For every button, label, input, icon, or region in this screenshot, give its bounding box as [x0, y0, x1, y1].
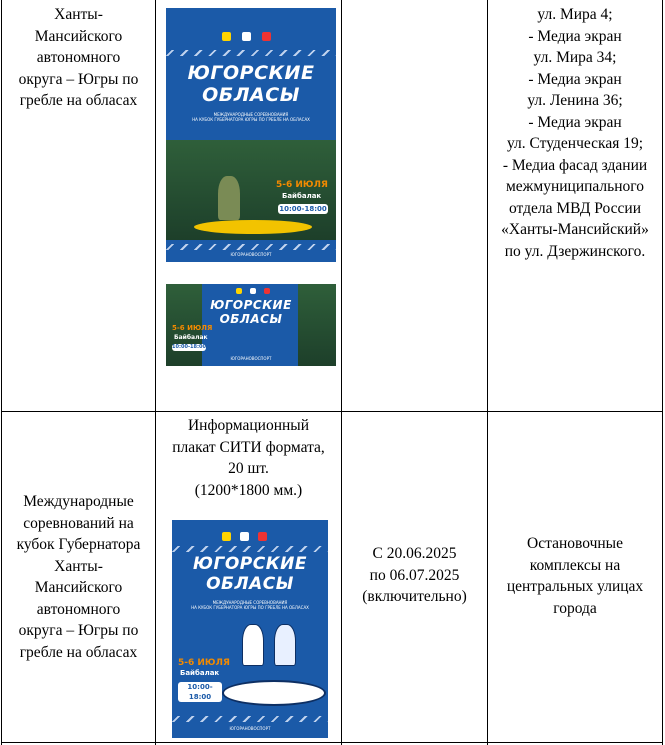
text-line: (включительно) [362, 588, 467, 605]
paddler-figure [218, 176, 240, 220]
text-line: Мансийского [34, 27, 123, 45]
text-line: Ханты- [54, 6, 103, 23]
row1-locations-cell [488, 4, 662, 262]
text-line: Ханты- [54, 557, 103, 575]
emblem-icon [222, 532, 231, 541]
emblem-icon [222, 32, 231, 41]
text-line: плакат СИТИ формата, [172, 438, 325, 456]
text-line: автономного [36, 600, 121, 618]
poster-place: Байбалак [180, 669, 220, 677]
emblem-icon [262, 32, 271, 41]
table-column-divider [155, 0, 156, 745]
poster-title: ОБЛАСЫ [219, 312, 283, 326]
text-line: Остановочные [527, 535, 623, 552]
emblem-icon [264, 288, 270, 294]
poster-time: 10:00-18:00 [172, 344, 206, 350]
text-line: кубок Губернатора [16, 536, 141, 553]
text-line: гребле на обласах [19, 92, 138, 109]
row1-event-cell [2, 4, 155, 112]
boat-shape [194, 220, 312, 234]
emblem-icon [242, 32, 251, 41]
text-line: округа – Югры по [18, 622, 139, 639]
poster-title: ЮГОРСКИЕ [193, 554, 307, 574]
text-line: округа – Югры по [18, 70, 139, 88]
poster-image-horizontal [166, 284, 336, 366]
table-border-bottom [1, 742, 663, 743]
text-line: Международные [23, 493, 134, 510]
emblem-icon [236, 288, 242, 294]
text-line: отдела МВД России [508, 199, 642, 217]
text-line: - Медиа экран [528, 70, 622, 88]
text-line: ул. Студенческая 19; [506, 135, 644, 152]
emblem-icon [250, 288, 256, 294]
poster-subtitle: МЕЖДУНАРОДНЫЕ СОРЕВНОВАНИЯ [212, 600, 288, 605]
text-line: ул. Ленина 36; [527, 92, 623, 109]
text-line: комплексы на [529, 556, 621, 574]
text-line: по ул. Дзержинского. [504, 242, 646, 260]
row2-format-cell [156, 415, 341, 501]
poster-subtitle: НА КУБОК ГУБЕРНАТОРА ЮГРЫ ПО ГРЕБЛЕ НА ОБЛАСАХ [192, 117, 310, 122]
text-line: «Ханты-Мансийский» [501, 221, 649, 238]
poster-place: Байбалак [282, 192, 322, 200]
text-line: автономного [36, 49, 121, 66]
poster-site: ЮГОРАНОВОСПОРТ [230, 252, 272, 257]
poster-dates: 5-6 ИЮЛЯ [276, 180, 328, 190]
text-line: С 20.06.2025 [372, 545, 457, 562]
row2-locations-cell [488, 533, 662, 619]
poster-site: ЮГОРАНОВОСПОРТ [230, 356, 272, 361]
emblem-icon [258, 532, 267, 541]
paddler-figure [274, 624, 296, 666]
text-line: города [553, 599, 597, 617]
poster-place: Байбалак [174, 334, 208, 341]
poster-site: ЮГОРАНОВОСПОРТ [229, 726, 271, 731]
table-column-divider [341, 0, 342, 745]
poster-image-city-format [172, 520, 328, 738]
text-line: - Медиа экран [528, 27, 622, 45]
poster-title: ОБЛАСЫ [202, 84, 300, 106]
text-line: по 06.07.2025 [369, 566, 460, 584]
text-line: центральных улицах [506, 578, 644, 595]
paddler-figure [242, 624, 264, 666]
text-line: ул. Мира 34; [533, 49, 617, 66]
text-line: - Медиа фасад здании [502, 156, 648, 174]
text-line: Информационный [187, 417, 310, 434]
poster-dates: 5-6 ИЮЛЯ [178, 658, 230, 668]
text-line: соревнований на [23, 514, 134, 532]
poster-dates: 5-6 ИЮЛЯ [172, 324, 213, 332]
poster-image-vertical [166, 8, 336, 262]
text-line: межмуниципального [505, 178, 645, 195]
row2-period-cell [342, 543, 487, 608]
poster-title: ОБЛАСЫ [206, 574, 294, 594]
table-row-divider [1, 411, 663, 412]
text-line: - Медиа экран [528, 113, 622, 131]
poster-time: 10:00-18:00 [279, 205, 327, 213]
poster-subtitle: НА КУБОК ГУБЕРНАТОРА ЮГРЫ ПО ГРЕБЛЕ НА ОБЛАСАХ [191, 605, 309, 610]
poster-time: 10:00-18:00 [178, 682, 222, 702]
text-line: гребле на обласах [19, 643, 138, 661]
poster-title: ЮГОРСКИЕ [210, 298, 292, 312]
boat-shape [222, 680, 326, 706]
poster-subtitle: МЕЖДУНАРОДНЫЕ СОРЕВНОВАНИЯ [213, 112, 289, 117]
text-line: Мансийского [34, 579, 123, 596]
text-line: ул. Мира 4; [537, 6, 613, 23]
emblem-icon [240, 532, 249, 541]
text-line: (1200*1800 мм.) [194, 481, 303, 499]
row2-event-cell [2, 491, 155, 663]
table-border-right [662, 0, 663, 745]
text-line: 20 шт. [228, 460, 269, 477]
poster-title: ЮГОРСКИЕ [187, 62, 315, 84]
